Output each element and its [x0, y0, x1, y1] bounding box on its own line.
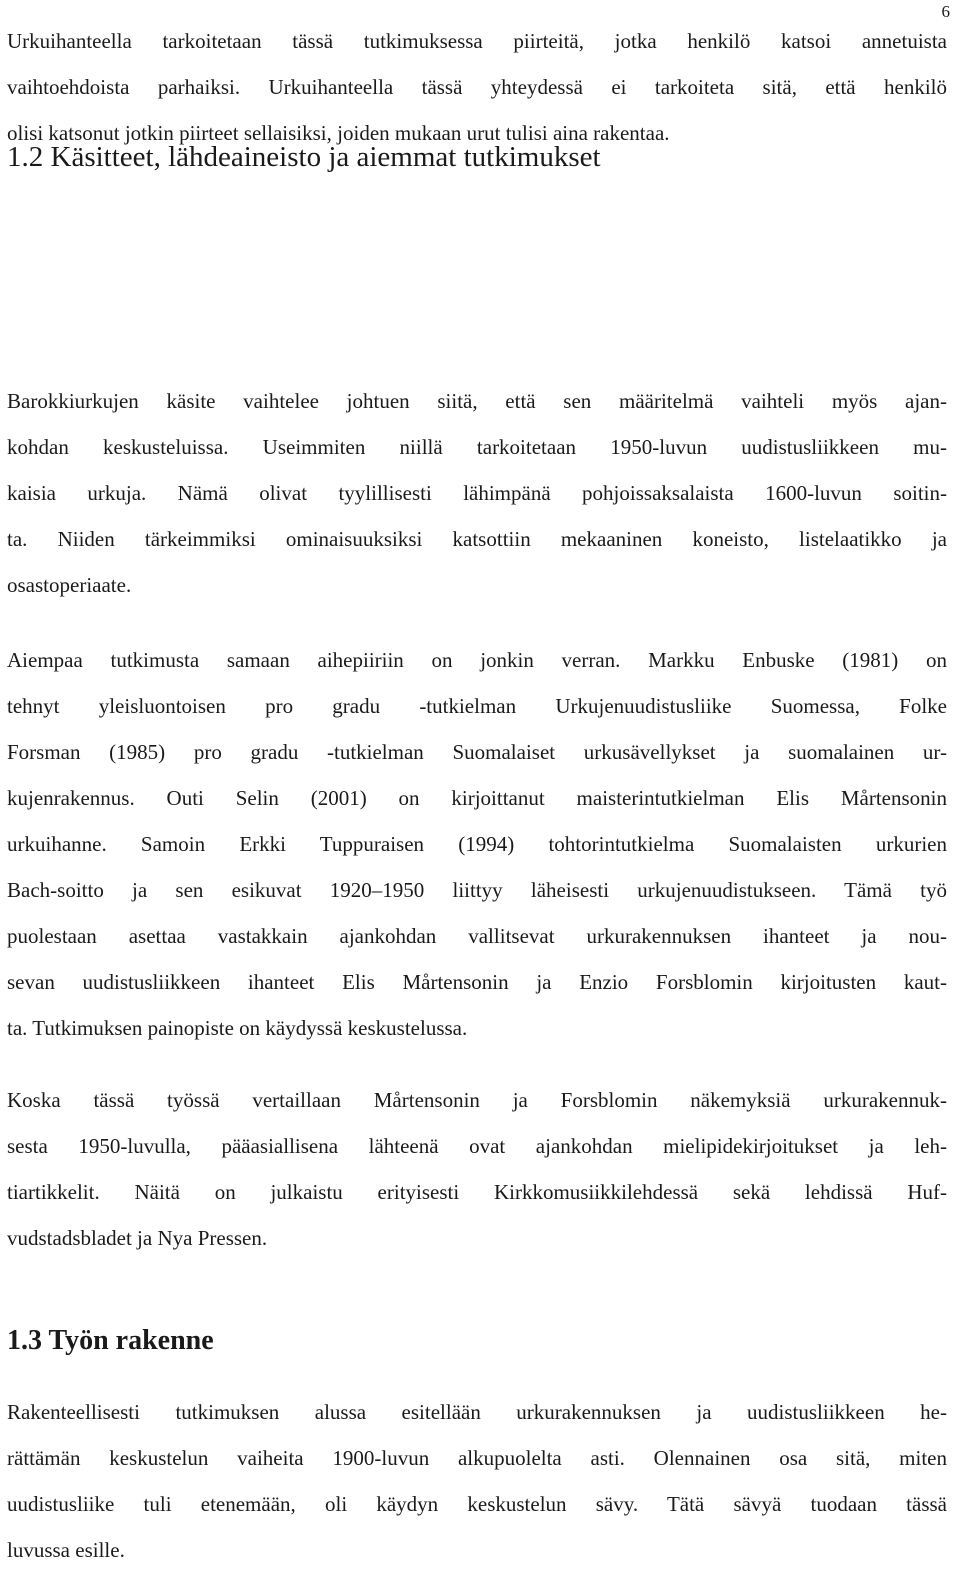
section-heading-1-2: 1.2 Käsitteet, lähdeaineisto ja aiemmat tutkimukset: [7, 141, 601, 173]
paragraph-line: vaihtoehdoista parhaiksi. Urkuihanteella tässä yhteydessä ei tarkoiteta sitä, että henkilö: [7, 75, 947, 99]
paragraph-line: kaisia urkuja. Nämä olivat tyylillisesti lähimpänä pohjoissaksalaista 1600-luvun soitin-: [7, 481, 947, 505]
paragraph-line: osastoperiaate.: [7, 573, 132, 597]
paragraph-barokkiurut: [7, 378, 947, 608]
paragraph-line: Forsman (1985) pro gradu -tutkielman Suomalaiset urkusävellykset ja suomalainen ur-: [7, 740, 947, 764]
paragraph-urkuihanne: [7, 18, 947, 156]
page-number: 6: [941, 2, 950, 21]
paragraph-line: tehnyt yleisluontoisen pro gradu -tutkielman Urkujenuudistusliike Suomessa, Folke: [7, 694, 947, 718]
section-heading-1-3: 1.3 Työn rakenne: [7, 1325, 214, 1356]
paragraph-line: uudistusliike tuli etenemään, oli käydyn keskustelun sävy. Tätä sävyä tuodaan tässä: [7, 1492, 947, 1516]
paragraph-line: sevan uudistusliikkeen ihanteet Elis Mårtensonin ja Enzio Forsblomin kirjoitusten kaut-: [7, 970, 947, 994]
paragraph-line: ta. Niiden tärkeimmiksi ominaisuuksiksi katsottiin mekaaninen koneisto, listelaatikko ja: [7, 527, 947, 551]
paragraph-line: sesta 1950-luvulla, pääasiallisena lähteenä ovat ajankohdan mielipidekirjoitukset ja leh-: [7, 1134, 947, 1158]
paragraph-line: urkuihanne. Samoin Erkki Tuppuraisen (1994) tohtorintutkielma Suomalaisten urkurien: [7, 832, 947, 856]
paragraph-line: Urkuihanteella tarkoitetaan tässä tutkimuksessa piirteitä, jotka henkilö katsoi annetuista: [7, 29, 947, 53]
paragraph-line: Barokkiurkujen käsite vaihtelee johtuen siitä, että sen määritelmä vaihteli myös ajan-: [7, 389, 947, 413]
paragraph-line: Rakenteellisesti tutkimuksen alussa esitellään urkurakennuksen ja uudistusliikkeen he-: [7, 1400, 947, 1424]
paragraph-line: Aiempaa tutkimusta samaan aihepiiriin on jonkin verran. Markku Enbuske (1981) on: [7, 648, 947, 672]
paragraph-line: olisi katsonut jotkin piirteet sellaisiksi, joiden mukaan urut tulisi aina rakentaa.: [7, 121, 670, 145]
paragraph-line: ta. Tutkimuksen painopiste on käydyssä keskustelussa.: [7, 1016, 468, 1040]
paragraph-line: kujenrakennus. Outi Selin (2001) on kirjoittanut maisterintutkielman Elis Mårtensonin: [7, 786, 947, 810]
paragraph-lahteet: [7, 1077, 947, 1261]
paragraph-line: tiartikkelit. Näitä on julkaistu erityisesti Kirkkomusiikkilehdessä sekä lehdissä Huf-: [7, 1180, 947, 1204]
paragraph-rakenne: [7, 1389, 947, 1573]
paragraph-line: vudstadsbladet ja Nya Pressen.: [7, 1226, 268, 1250]
paragraph-aiempi-tutkimus: [7, 637, 947, 1051]
paragraph-line: luvussa esille.: [7, 1538, 125, 1562]
paragraph-line: rättämän keskustelun vaiheita 1900-luvun alkupuolelta asti. Olennainen osa sitä, miten: [7, 1446, 947, 1470]
paragraph-line: kohdan keskusteluissa. Useimmiten niillä tarkoitetaan 1950-luvun uudistusliikkeen mu-: [7, 435, 947, 459]
paragraph-line: puolestaan asettaa vastakkain ajankohdan vallitsevat urkurakennuksen ihanteet ja nou-: [7, 924, 947, 948]
paragraph-line: Bach-soitto ja sen esikuvat 1920–1950 liittyy läheisesti urkujenuudistukseen. Tämä työ: [7, 878, 947, 902]
paragraph-line: Koska tässä työssä vertaillaan Mårtensonin ja Forsblomin näkemyksiä urkurakennuk-: [7, 1088, 947, 1112]
